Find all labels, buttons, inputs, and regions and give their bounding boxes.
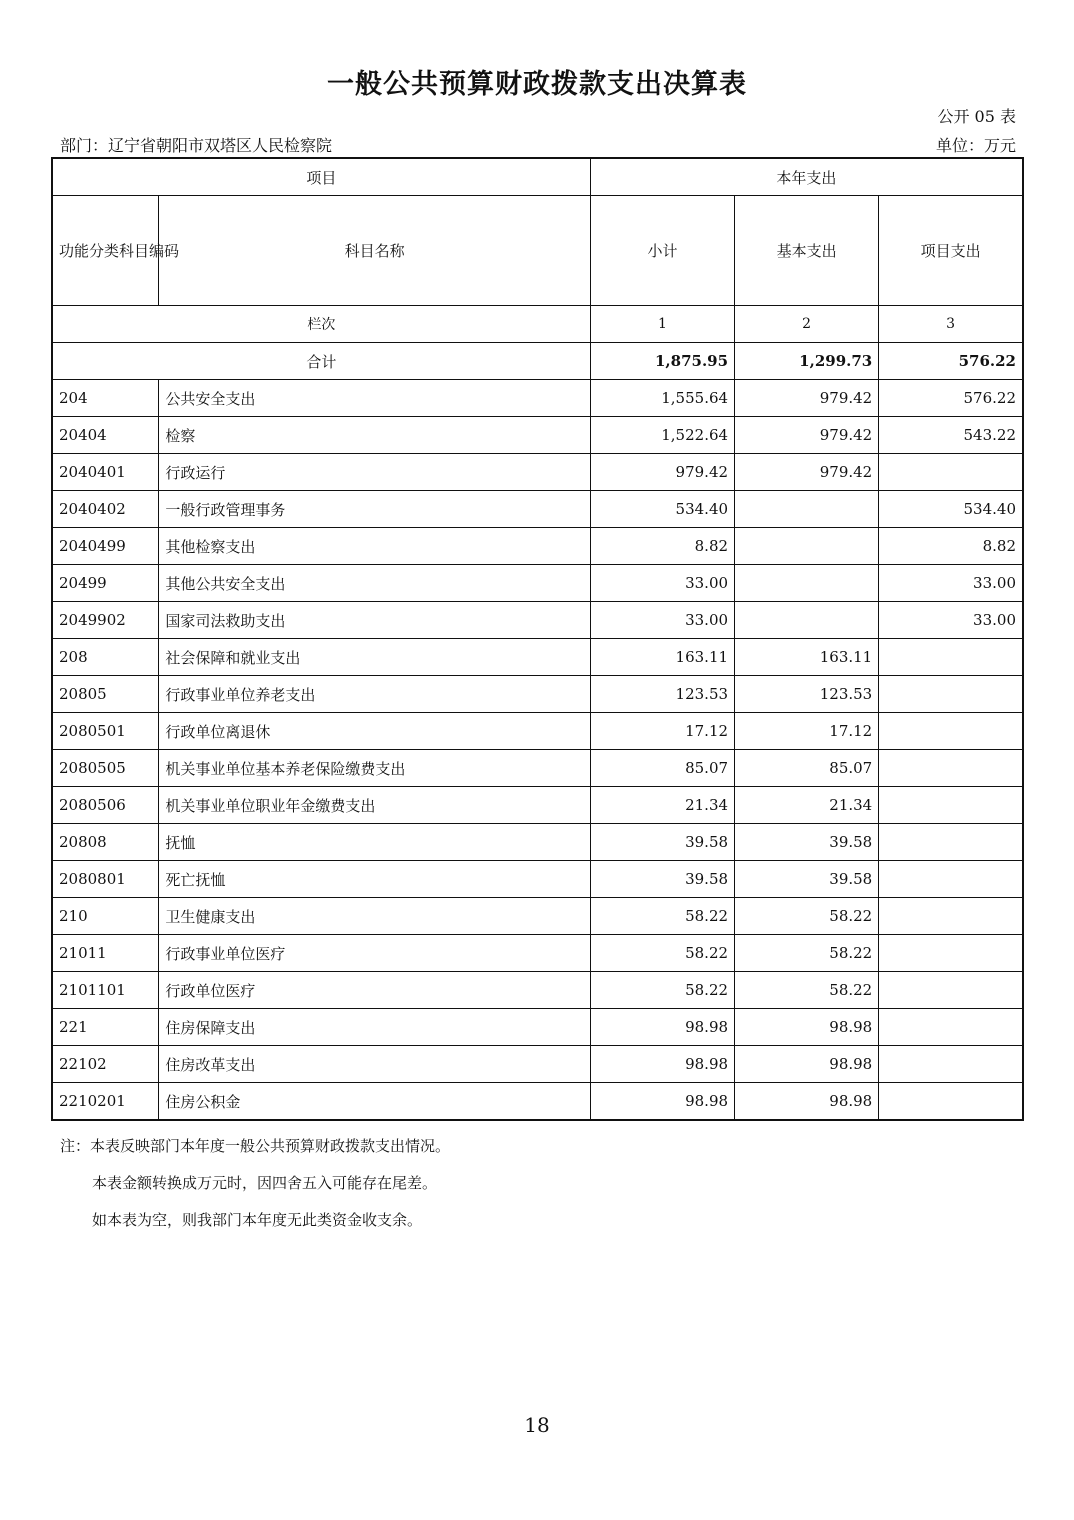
cell-project: [879, 787, 1023, 824]
cell-subtotal: 123.53: [590, 676, 734, 713]
cell-project: [879, 713, 1023, 750]
header-name: 科目名称: [159, 196, 591, 306]
table-row: [52, 454, 1023, 491]
header-subtotal: 小计: [590, 196, 734, 306]
cell-project: 33.00: [879, 602, 1023, 639]
cell-basic: 163.11: [735, 639, 879, 676]
total-subtotal: 1,875.95: [590, 343, 734, 380]
cell-subtotal: 85.07: [590, 750, 734, 787]
cell-basic: [735, 528, 879, 565]
cell-subtotal: 39.58: [590, 861, 734, 898]
cell-project: [879, 972, 1023, 1009]
cell-project: [879, 750, 1023, 787]
header-basic: 基本支出: [735, 196, 879, 306]
cell-name: 行政运行: [159, 454, 591, 491]
cell-basic: 85.07: [735, 750, 879, 787]
total-label: 合计: [52, 343, 590, 380]
cell-code: 20404: [52, 417, 159, 454]
total-row: [52, 343, 1023, 380]
cell-subtotal: 1,555.64: [590, 380, 734, 417]
cell-subtotal: 534.40: [590, 491, 734, 528]
colnum-3: 3: [879, 306, 1023, 343]
cell-name: 检察: [159, 417, 591, 454]
cell-basic: 98.98: [735, 1009, 879, 1046]
cell-project: [879, 1083, 1023, 1121]
table-row: [52, 676, 1023, 713]
cell-basic: 979.42: [735, 380, 879, 417]
cell-project: [879, 454, 1023, 491]
cell-subtotal: 33.00: [590, 565, 734, 602]
cell-basic: 58.22: [735, 935, 879, 972]
cell-basic: 123.53: [735, 676, 879, 713]
cell-code: 2080801: [52, 861, 159, 898]
cell-subtotal: 1,522.64: [590, 417, 734, 454]
cell-project: 543.22: [879, 417, 1023, 454]
cell-subtotal: 979.42: [590, 454, 734, 491]
cell-subtotal: 33.00: [590, 602, 734, 639]
cell-basic: 21.34: [735, 787, 879, 824]
cell-code: 20499: [52, 565, 159, 602]
cell-name: 卫生健康支出: [159, 898, 591, 935]
cell-subtotal: 98.98: [590, 1009, 734, 1046]
table-row: [52, 787, 1023, 824]
colnum-label: 栏次: [52, 306, 590, 343]
cell-subtotal: 58.22: [590, 935, 734, 972]
header-project: 项目支出: [879, 196, 1023, 306]
colnum-1: 1: [590, 306, 734, 343]
table-row: [52, 528, 1023, 565]
cell-code: 2080506: [52, 787, 159, 824]
cell-project: [879, 824, 1023, 861]
cell-name: 其他公共安全支出: [159, 565, 591, 602]
cell-name: 社会保障和就业支出: [159, 639, 591, 676]
page-title: 一般公共预算财政拨款支出决算表: [327, 69, 747, 100]
cell-code: 2049902: [52, 602, 159, 639]
table-row: [52, 935, 1023, 972]
table-row: [52, 491, 1023, 528]
cell-subtotal: 98.98: [590, 1046, 734, 1083]
cell-project: 576.22: [879, 380, 1023, 417]
cell-code: 2080505: [52, 750, 159, 787]
cell-code: 204: [52, 380, 159, 417]
cell-name: 住房公积金: [159, 1083, 591, 1121]
cell-subtotal: 58.22: [590, 972, 734, 1009]
cell-name: 死亡抚恤: [159, 861, 591, 898]
total-project: 576.22: [879, 343, 1023, 380]
header-current-year: 本年支出: [590, 158, 1023, 196]
notes: [60, 1128, 450, 1239]
cell-name: 行政事业单位医疗: [159, 935, 591, 972]
table-row: [52, 417, 1023, 454]
header-item: 项目: [52, 158, 590, 196]
cell-project: 8.82: [879, 528, 1023, 565]
column-number-row: [52, 306, 1023, 343]
cell-subtotal: 21.34: [590, 787, 734, 824]
cell-basic: 39.58: [735, 861, 879, 898]
table-row: [52, 1046, 1023, 1083]
cell-project: [879, 1009, 1023, 1046]
note-line-3: 如本表为空，则我部门本年度无此类资金收支余。: [92, 1211, 423, 1229]
expenditure-table: [51, 157, 1024, 1121]
table-row: [52, 1083, 1023, 1121]
cell-subtotal: 39.58: [590, 824, 734, 861]
cell-project: 33.00: [879, 565, 1023, 602]
cell-basic: 98.98: [735, 1083, 879, 1121]
cell-code: 2040499: [52, 528, 159, 565]
cell-basic: 58.22: [735, 898, 879, 935]
cell-basic: [735, 491, 879, 528]
cell-name: 一般行政管理事务: [159, 491, 591, 528]
department-label: 部门：辽宁省朝阳市双塔区人民检察院: [60, 136, 333, 155]
note-line-2: 本表金额转换成万元时，因四舍五入可能存在尾差。: [92, 1174, 438, 1192]
cell-subtotal: 58.22: [590, 898, 734, 935]
cell-code: 22102: [52, 1046, 159, 1083]
table-row: [52, 380, 1023, 417]
cell-code: 2040401: [52, 454, 159, 491]
page-number: 18: [524, 1413, 550, 1437]
form-number: 公开 05 表: [937, 107, 1016, 126]
cell-project: [879, 898, 1023, 935]
table-row: [52, 750, 1023, 787]
cell-basic: 979.42: [735, 454, 879, 491]
table-row: [52, 972, 1023, 1009]
cell-name: 抚恤: [159, 824, 591, 861]
table-row: [52, 602, 1023, 639]
table-row: [52, 861, 1023, 898]
cell-name: 行政单位医疗: [159, 972, 591, 1009]
cell-name: 住房改革支出: [159, 1046, 591, 1083]
cell-basic: 58.22: [735, 972, 879, 1009]
cell-code: 2101101: [52, 972, 159, 1009]
cell-code: 2210201: [52, 1083, 159, 1121]
cell-project: [879, 639, 1023, 676]
cell-project: 534.40: [879, 491, 1023, 528]
cell-name: 住房保障支出: [159, 1009, 591, 1046]
cell-subtotal: 8.82: [590, 528, 734, 565]
cell-basic: [735, 602, 879, 639]
header-code: 功能分类科目编码: [52, 196, 159, 306]
cell-code: 210: [52, 898, 159, 935]
cell-code: 2040402: [52, 491, 159, 528]
cell-name: 行政单位离退休: [159, 713, 591, 750]
cell-code: 20808: [52, 824, 159, 861]
cell-code: 221: [52, 1009, 159, 1046]
cell-basic: 39.58: [735, 824, 879, 861]
cell-project: [879, 935, 1023, 972]
cell-name: 国家司法救助支出: [159, 602, 591, 639]
cell-project: [879, 861, 1023, 898]
cell-subtotal: 163.11: [590, 639, 734, 676]
cell-basic: 17.12: [735, 713, 879, 750]
cell-name: 机关事业单位职业年金缴费支出: [159, 787, 591, 824]
cell-basic: 979.42: [735, 417, 879, 454]
cell-project: [879, 1046, 1023, 1083]
colnum-2: 2: [735, 306, 879, 343]
cell-subtotal: 17.12: [590, 713, 734, 750]
header-row-columns: [52, 196, 1023, 306]
cell-basic: [735, 565, 879, 602]
table-row: [52, 824, 1023, 861]
cell-subtotal: 98.98: [590, 1083, 734, 1121]
table-row: [52, 565, 1023, 602]
cell-project: [879, 676, 1023, 713]
cell-code: 21011: [52, 935, 159, 972]
cell-basic: 98.98: [735, 1046, 879, 1083]
cell-name: 行政事业单位养老支出: [159, 676, 591, 713]
table-row: [52, 713, 1023, 750]
table-row: [52, 898, 1023, 935]
cell-name: 公共安全支出: [159, 380, 591, 417]
cell-code: 2080501: [52, 713, 159, 750]
cell-name: 其他检察支出: [159, 528, 591, 565]
cell-code: 208: [52, 639, 159, 676]
table-row: [52, 639, 1023, 676]
table-row: [52, 1009, 1023, 1046]
cell-name: 机关事业单位基本养老保险缴费支出: [159, 750, 591, 787]
header-row-top: [52, 158, 1023, 196]
note-line-1: 注：本表反映部门本年度一般公共预算财政拨款支出情况。: [60, 1137, 451, 1155]
unit-label: 单位：万元: [935, 136, 1016, 155]
total-basic: 1,299.73: [735, 343, 879, 380]
cell-code: 20805: [52, 676, 159, 713]
